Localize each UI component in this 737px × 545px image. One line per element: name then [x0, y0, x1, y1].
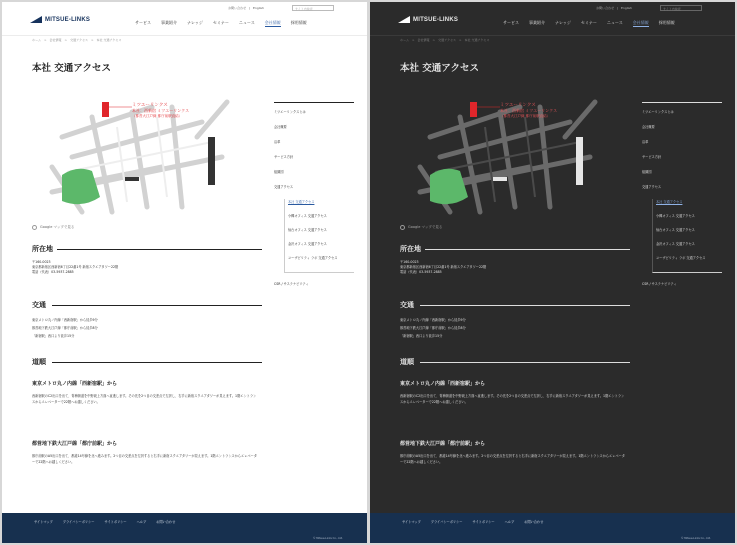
nav-news[interactable]: ニュース — [238, 20, 255, 25]
site-footer — [370, 513, 735, 543]
heading-rule — [425, 249, 630, 250]
route-section-title: 都営地下鉄大江戸線「都庁前駅」から — [400, 441, 486, 447]
address-line: 東京都新宿区西新宿6丁目22番1号 新宿スクエアタワー22階 — [32, 265, 119, 269]
footer-privacy[interactable]: プライバシーポリシー — [430, 520, 463, 524]
route-section-text: 西新宿駅のC2出口を出て、青梅街道を中野坂上方面へ直進します。その先を2つ目の交差点で左折し、右手に新宿スクエアタワーが見えます。1階エントランスからエレベーターで22階へお越しください。 — [32, 394, 257, 404]
heading-rule — [52, 362, 262, 363]
global-nav — [503, 20, 675, 27]
subnav-lab[interactable]: ユーザビリティ ラボ 交通アクセス — [656, 256, 706, 260]
nav-recruit[interactable]: 採用情報 — [658, 20, 675, 25]
copyright: © Mitsue-Links Co., Ltd. — [680, 537, 711, 540]
transport-heading: 交通 — [32, 301, 46, 309]
route-heading: 道順 — [400, 358, 414, 366]
address-block — [32, 260, 118, 275]
sidebar-item-history[interactable]: 沿革 — [642, 140, 649, 144]
copyright: © Mitsue-Links Co., Ltd. — [312, 537, 343, 540]
light-theme-page — [2, 2, 367, 543]
footer-links — [402, 519, 543, 524]
address-heading: 所在地 — [400, 245, 421, 253]
footer-sitemap[interactable]: サイトマップ — [34, 520, 53, 524]
sidebar-item-overview[interactable]: 会社概要 — [642, 125, 655, 129]
route-section-text: 西新宿駅のC2出口を出て、青梅街道を中野坂上方面へ直進します。その先を2つ目の交差点で左折し、右手に新宿スクエアタワーが見えます。1階エントランスからエレベーターで22階へお越しください。 — [400, 394, 625, 404]
global-nav — [135, 20, 307, 27]
subnav-otaru[interactable]: 小樽オフィス 交通アクセス — [656, 214, 695, 218]
access-map — [32, 97, 234, 217]
google-map-link[interactable] — [400, 225, 442, 230]
subnav-kanazawa[interactable]: 金沢オフィス 交通アクセス — [656, 242, 695, 246]
crumb-current: 本社 交通アクセス — [96, 38, 122, 42]
subnav-kanazawa[interactable]: 金沢オフィス 交通アクセス — [288, 242, 327, 246]
address-line: 東京都新宿区西新宿6丁目22番1号 新宿スクエアタワー22階 — [400, 265, 487, 269]
sidebar-item-organization[interactable]: 組織図 — [642, 170, 652, 174]
crumb-sep: > — [90, 38, 94, 42]
page-title: 本社 交通アクセス — [32, 63, 112, 74]
transport-list — [400, 316, 466, 340]
heading-rule — [420, 305, 630, 306]
transport-list — [32, 316, 98, 340]
logo-text: MITSUE-LINKS — [413, 16, 459, 23]
transport-item: 東京メトロ丸ノ内線「西新宿駅」から徒歩9分 — [400, 318, 466, 322]
office-marker — [470, 102, 477, 117]
route-section-title: 都営地下鉄大江戸線「都庁前駅」から — [32, 441, 118, 447]
logo-text: MITSUE-LINKS — [45, 16, 91, 23]
map-callout-line2: 本社：西新宿 ミツエーリンクス — [132, 108, 190, 113]
sidebar-subnav — [284, 199, 354, 273]
nav-company[interactable]: 会社情報 — [632, 20, 649, 25]
crumb-current: 本社 交通アクセス — [464, 38, 490, 42]
nav-service[interactable]: サービス — [135, 20, 151, 25]
breadcrumb — [32, 38, 121, 42]
google-map-icon — [32, 225, 37, 230]
util-divider: | — [617, 6, 619, 10]
footer-contact[interactable]: お問い合わせ — [156, 520, 176, 524]
route-section-title: 東京メトロ丸ノ内線「西新宿駅」から — [32, 381, 118, 387]
dark-theme-page — [370, 2, 735, 543]
sidebar-item-policy[interactable]: サービス方針 — [642, 155, 662, 159]
address-heading: 所在地 — [32, 245, 53, 253]
header-divider — [2, 35, 367, 36]
search-input[interactable]: サイト内検索 — [660, 5, 702, 11]
crumb-sep: > — [458, 38, 462, 42]
transport-item: 東京メトロ丸ノ内線「西新宿駅」から徒歩9分 — [32, 318, 98, 322]
tel: 電話（代表）03-5937-2885 — [32, 270, 74, 274]
map-callout-line1: ミツエーリンクス — [500, 103, 536, 108]
logo-mark-icon — [398, 16, 410, 23]
site-header — [2, 2, 367, 36]
crumb-sep: > — [432, 38, 436, 42]
utility-links — [596, 6, 632, 10]
local-nav — [642, 102, 722, 286]
office-marker — [102, 102, 109, 117]
sidebar-item-csr[interactable]: CSR / サステナビリティ — [642, 282, 677, 286]
subnav-lab[interactable]: ユーザビリティ ラボ 交通アクセス — [288, 256, 338, 260]
footer-sitepolicy[interactable]: サイトポリシー — [472, 520, 495, 524]
crumb-sep: > — [64, 38, 68, 42]
park-area — [430, 169, 468, 204]
util-divider: | — [249, 6, 251, 10]
google-map-icon — [400, 225, 405, 230]
heading-rule — [52, 305, 262, 306]
tel: 電話（代表）03-5937-2885 — [400, 270, 442, 274]
transport-item: 「新宿駅」西口より徒歩15分 — [32, 334, 75, 338]
breadcrumb — [400, 38, 489, 42]
contact-link[interactable]: お問い合わせ — [596, 6, 615, 10]
crumb-sep: > — [44, 38, 47, 42]
header-divider — [370, 35, 735, 36]
sidebar-item-access[interactable]: 交通アクセス — [642, 185, 662, 189]
sidebar-item-policy[interactable]: サービス方針 — [274, 155, 294, 159]
transport-item: 「新宿駅」西口より徒歩15分 — [400, 334, 443, 338]
logo[interactable] — [30, 16, 90, 23]
contact-link[interactable]: お問い合わせ — [228, 6, 247, 10]
footer-contact[interactable]: お問い合わせ — [524, 520, 544, 524]
footer-sitemap[interactable]: サイトマップ — [402, 520, 421, 524]
page-title: 本社 交通アクセス — [400, 63, 480, 74]
station-block — [576, 137, 583, 185]
crumb-home[interactable]: ホーム — [400, 38, 410, 42]
sidebar-item-about[interactable]: ミツエーリンクスとは — [642, 110, 674, 114]
subnav-sendai[interactable]: 仙台オフィス 交通アクセス — [656, 228, 695, 232]
transport-item: 都営地下鉄大江戸線「都庁前駅」から徒歩8分 — [32, 326, 98, 330]
logo[interactable] — [398, 16, 458, 23]
crumb-home[interactable]: ホーム — [32, 38, 42, 42]
footer-help[interactable]: ヘルプ — [504, 520, 515, 524]
crumb-access[interactable]: 交通アクセス — [438, 38, 456, 42]
map-callout-line2: 本社：西新宿 ミツエーリンクス — [500, 108, 558, 113]
heading-rule — [57, 249, 262, 250]
access-map — [400, 97, 602, 217]
crumb-sep: > — [412, 38, 415, 42]
nav-company[interactable]: 会社情報 — [264, 20, 281, 25]
transport-heading: 交通 — [400, 301, 414, 309]
station-block — [208, 137, 215, 185]
nav-service[interactable]: サービス — [503, 20, 519, 25]
crumb-company[interactable]: 会社情報 — [417, 38, 430, 42]
sidebar-item-overview[interactable]: 会社概要 — [274, 125, 287, 129]
map-callout-line1: ミツエーリンクス — [132, 103, 168, 108]
station-block — [493, 177, 507, 181]
nav-knowledge[interactable]: ナレッジ — [187, 20, 203, 25]
local-nav — [274, 102, 354, 286]
nav-knowledge[interactable]: ナレッジ — [555, 20, 571, 25]
utility-links — [228, 6, 264, 10]
heading-rule — [420, 362, 630, 363]
park-area — [62, 169, 100, 204]
transport-item: 都営地下鉄大江戸線「都庁前駅」から徒歩8分 — [400, 326, 466, 330]
nav-recruit[interactable]: 採用情報 — [290, 20, 307, 25]
subnav-head-office[interactable]: 本社 交通アクセス — [288, 200, 315, 204]
route-section-text: 都庁前駅のA5出口を出て、都道14号線を北へ進みます。2つ目の交差点を左折すると右手に新宿スクエアタワーが見えます。1階エントランスからエレベーターで22階へお越しください。 — [400, 454, 625, 464]
nav-news[interactable]: ニュース — [606, 20, 623, 25]
route-heading: 道順 — [32, 358, 46, 366]
nav-business[interactable]: 事業紹介 — [161, 20, 177, 25]
crumb-company[interactable]: 会社情報 — [49, 38, 62, 42]
sidebar-item-csr[interactable]: CSR / サステナビリティ — [274, 282, 309, 286]
google-map-link[interactable] — [32, 225, 74, 230]
map-callout-line3: （都営大江戸線 都庁前駅直結） — [500, 114, 551, 118]
sidebar-item-history[interactable]: 沿革 — [274, 140, 281, 144]
english-link[interactable]: English — [621, 6, 632, 10]
search-input[interactable]: サイト内検索 — [292, 5, 334, 11]
map-callout-line3: （都営大江戸線 都庁前駅直結） — [132, 114, 183, 118]
station-block — [125, 177, 139, 181]
address-block — [400, 260, 486, 275]
site-header — [370, 2, 735, 36]
route-section-title: 東京メトロ丸ノ内線「西新宿駅」から — [400, 381, 486, 387]
subnav-otaru[interactable]: 小樽オフィス 交通アクセス — [288, 214, 327, 218]
footer-sitepolicy[interactable]: サイトポリシー — [104, 520, 127, 524]
sidebar-item-access[interactable]: 交通アクセス — [274, 185, 294, 189]
subnav-head-office[interactable]: 本社 交通アクセス — [656, 200, 683, 204]
postal-code: 〒160-0023 — [400, 260, 419, 264]
route-section-text: 都庁前駅のA5出口を出て、都道14号線を北へ進みます。2つ目の交差点を左折すると右手に新宿スクエアタワーが見えます。1階エントランスからエレベーターで22階へお越しください。 — [32, 454, 257, 464]
sidebar-subnav — [652, 199, 722, 273]
google-map-label: Google マップで見る — [40, 225, 75, 229]
google-map-label: Google マップで見る — [408, 225, 443, 229]
nav-business[interactable]: 事業紹介 — [529, 20, 545, 25]
site-footer — [2, 513, 367, 543]
sidebar-item-organization[interactable]: 組織図 — [274, 170, 284, 174]
subnav-sendai[interactable]: 仙台オフィス 交通アクセス — [288, 228, 327, 232]
crumb-access[interactable]: 交通アクセス — [70, 38, 88, 42]
logo-mark-icon — [30, 16, 42, 23]
english-link[interactable]: English — [253, 6, 264, 10]
nav-seminar[interactable]: セミナー — [580, 20, 597, 25]
footer-privacy[interactable]: プライバシーポリシー — [62, 520, 95, 524]
sidebar-item-about[interactable]: ミツエーリンクスとは — [274, 110, 306, 114]
nav-seminar[interactable]: セミナー — [212, 20, 229, 25]
footer-links — [34, 519, 175, 524]
footer-help[interactable]: ヘルプ — [136, 520, 147, 524]
postal-code: 〒160-0023 — [32, 260, 51, 264]
